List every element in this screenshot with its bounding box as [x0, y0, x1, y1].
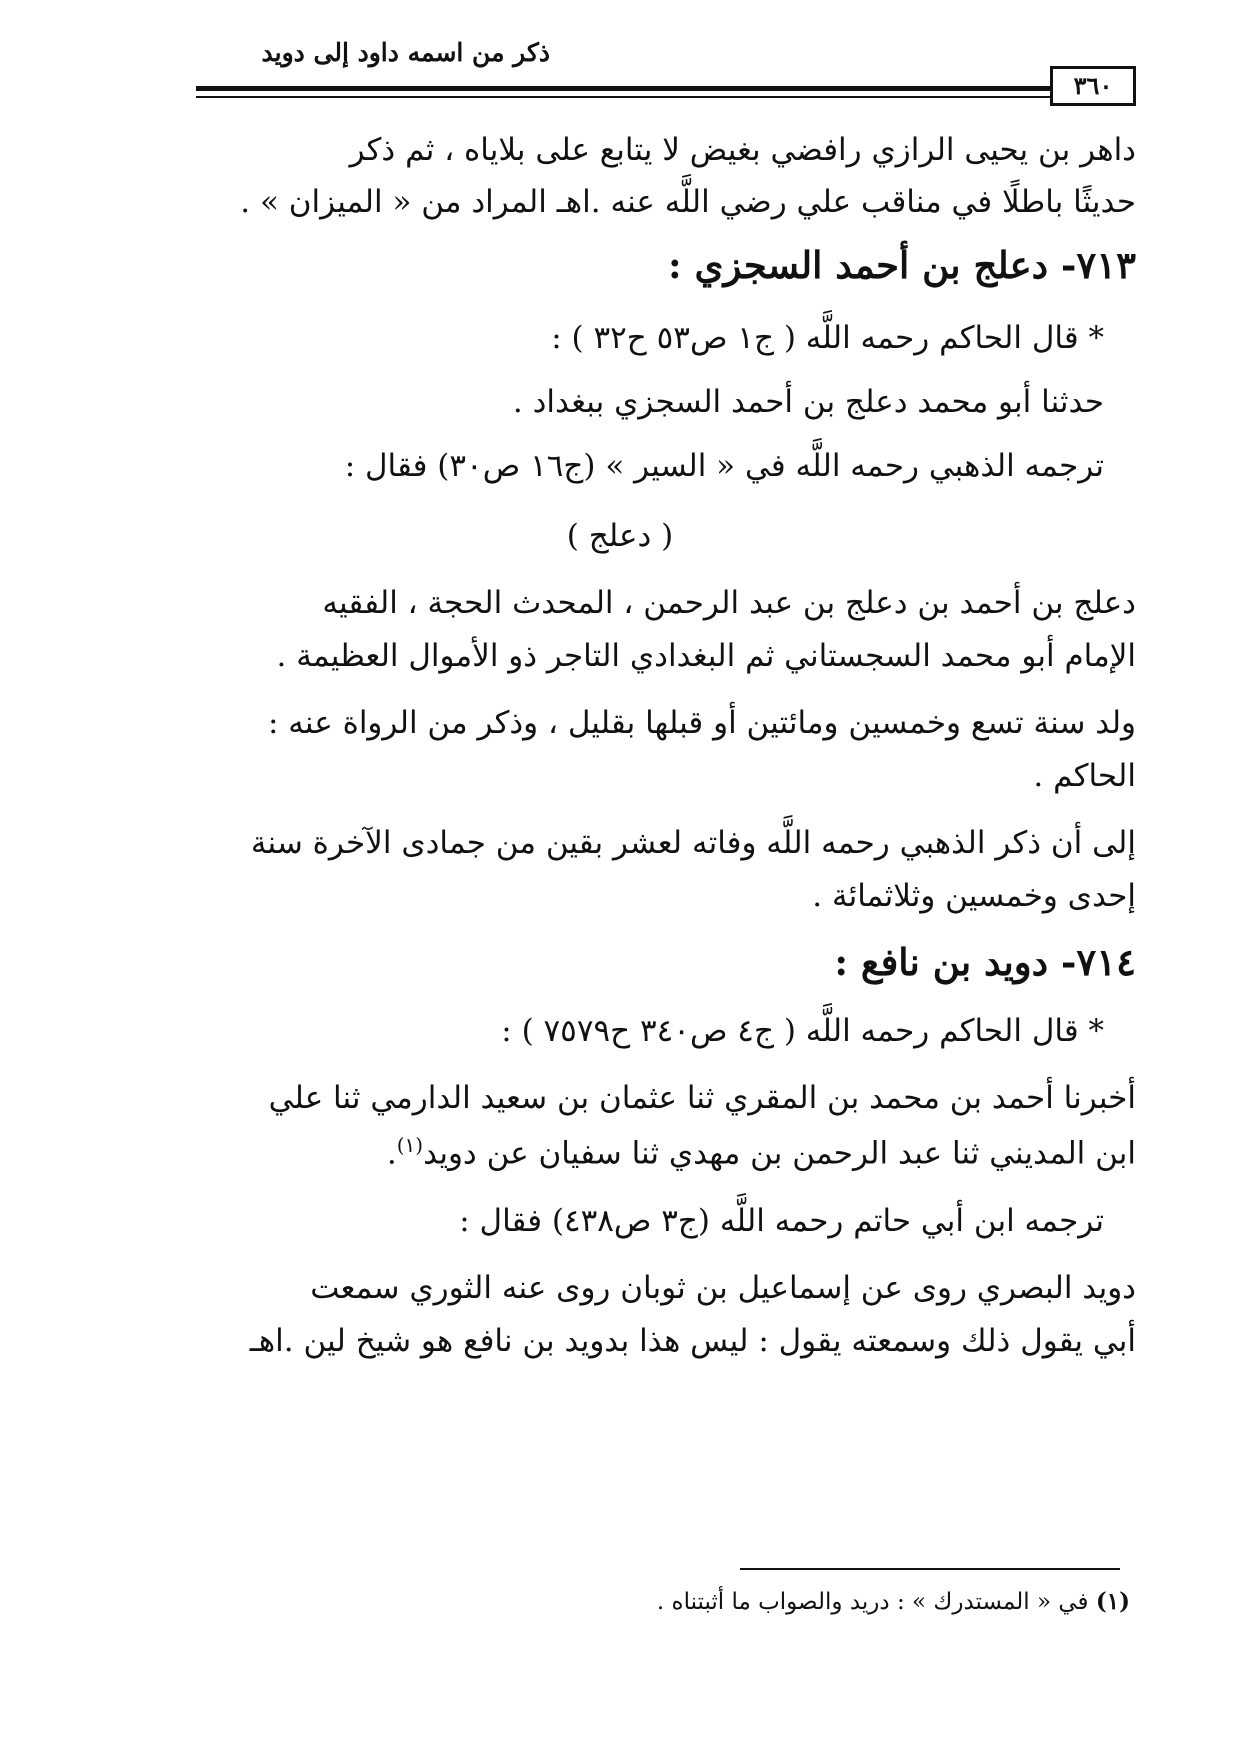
running-title: ذكر من اسمه داود إلى دويد: [261, 38, 550, 67]
page-number: ٣٦٠: [1050, 66, 1136, 106]
body-line: أخبرنا أحمد بن محمد بن المقري ثنا عثمان بن سعيد الدارمي ثنا علي: [268, 1080, 1136, 1116]
footnote-marker: (١): [1095, 1588, 1130, 1615]
entry-heading-713: ٧١٣- دعلج بن أحمد السجزي :: [668, 243, 1136, 287]
body-line: إلى أن ذكر الذهبي رحمه اللَّه وفاته لعشر بقين من جمادى الآخرة سنة: [250, 825, 1136, 861]
entry-heading-714: ٧١٤- دويد بن نافع :: [834, 940, 1136, 984]
body-line: إحدى وخمسين وثلاثمائة .: [812, 878, 1136, 914]
body-line: حديثًا باطلًا في مناقب علي رضي اللَّه عنه .اهـ المراد من « الميزان » .: [240, 184, 1136, 220]
header-rule: [196, 86, 1050, 91]
body-line: حدثنا أبو محمد دعلج بن أحمد السجزي ببغداد .: [512, 384, 1104, 420]
body-line: * قال الحاكم رحمه اللَّه ( ج١ ص٥٣ ح٣٢ ) :: [551, 320, 1104, 356]
body-line: أبي يقول ذلك وسمعته يقول : ليس هذا بدويد بن نافع هو شيخ لين .اهـ: [249, 1323, 1136, 1359]
footnote-reference: (١): [396, 1133, 424, 1157]
body-line: الحاكم .: [1033, 758, 1136, 794]
body-line: دويد البصري روى عن إسماعيل بن ثوبان روى عنه الثوري سمعت: [310, 1270, 1136, 1306]
footnote-separator: [740, 1568, 1120, 1570]
header-rule-thin: [196, 96, 1050, 98]
body-line: [387, 1133, 1136, 1171]
section-caption: ( دعلج ): [566, 518, 674, 554]
body-line: دعلج بن أحمد بن دعلج بن عبد الرحمن ، المحدث الحجة ، الفقيه: [322, 585, 1136, 621]
body-line-text: ابن المديني ثنا عبد الرحمن بن مهدي ثنا سفيان عن دويد: [423, 1135, 1136, 1172]
line-end-period: .: [386, 1135, 397, 1172]
footnote-text: في « المستدرك » : دريد والصواب ما أثبتناه .: [656, 1589, 1089, 1615]
body-line: * قال الحاكم رحمه اللَّه ( ج٤ ص٣٤٠ ح٧٥٧٩ ) :: [501, 1013, 1104, 1049]
footnote: [657, 1588, 1130, 1615]
body-line: ترجمه الذهبي رحمه اللَّه في « السير » (ج١٦ ص٣٠) فقال :: [344, 448, 1104, 484]
body-line: داهر بن يحيى الرازي رافضي بغيض لا يتابع على بلاياه ، ثم ذكر: [349, 132, 1136, 168]
body-line: ترجمه ابن أبي حاتم رحمه اللَّه (ج٣ ص٤٣٨) فقال :: [459, 1203, 1104, 1239]
body-line: ولد سنة تسع وخمسين ومائتين أو قبلها بقليل ، وذكر من الرواة عنه :: [267, 705, 1136, 741]
body-line: الإمام أبو محمد السجستاني ثم البغدادي التاجر ذو الأموال العظيمة .: [276, 638, 1136, 674]
